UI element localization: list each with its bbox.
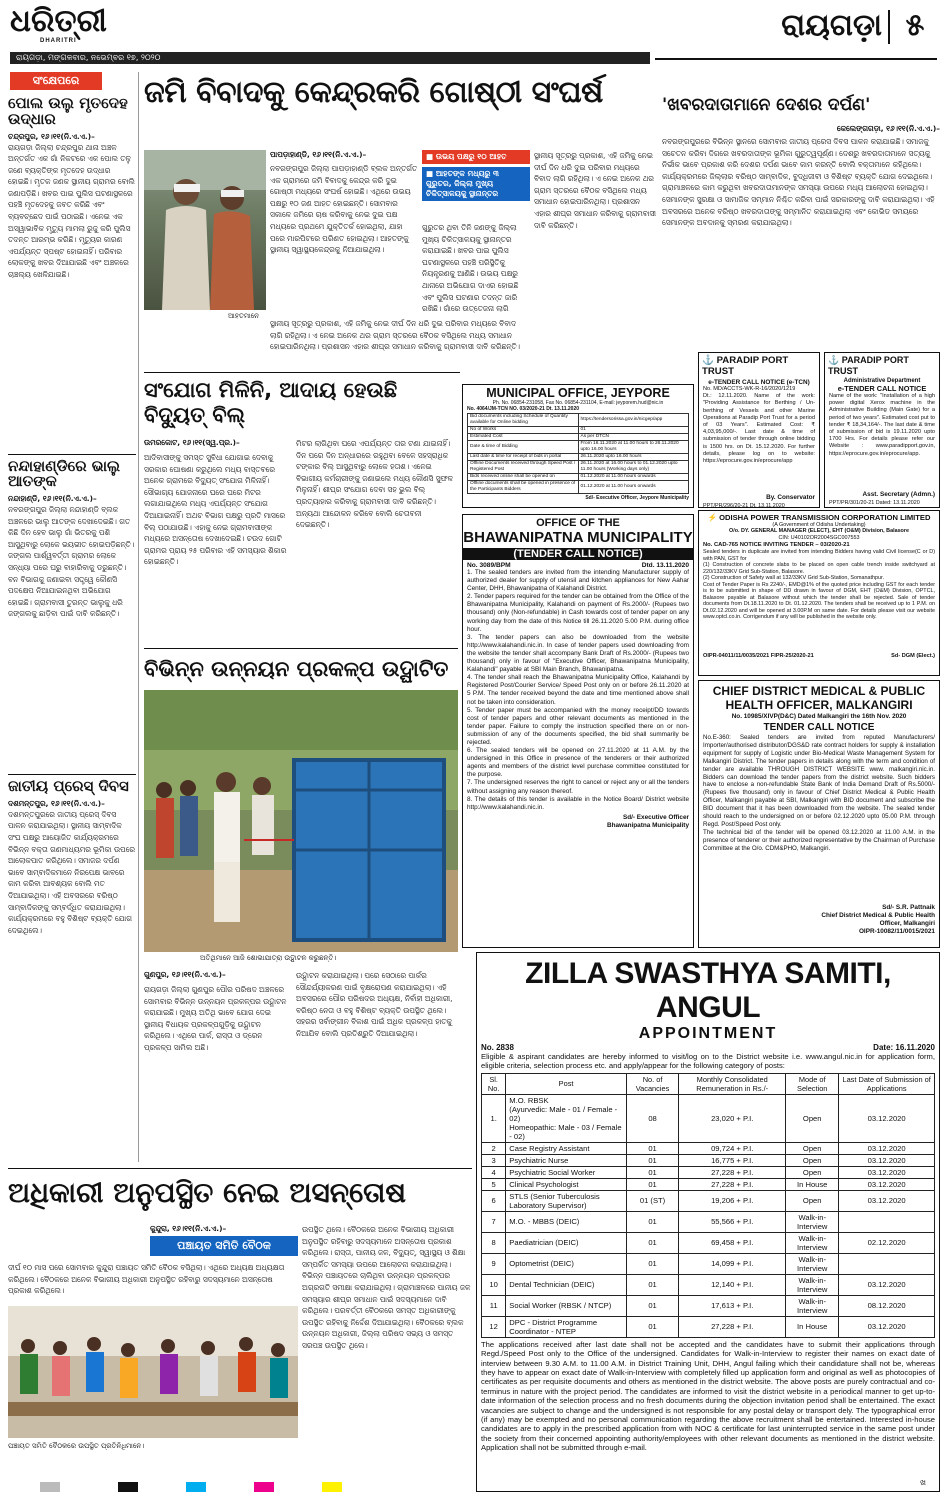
projects-headline: ବିଭିନ୍ନ ଉନ୍ନୟନ ପ୍ରକଳ୍ପ ଉଦ୍ଘାଟିତ	[144, 657, 449, 681]
section-rule	[8, 1168, 472, 1169]
table-cell: M.O. RBSK (Ayurvedic: Male - 01 / Female - 02) Homeopathic: Male - 03 / Female - 02)	[506, 1094, 627, 1142]
table-row	[468, 481, 689, 494]
table-header: No. of Vacancies	[626, 1073, 678, 1094]
meeting-body-1: ଦୀର୍ଘ ୧୦ ମାସ ପରେ ସୋମବାର କୁନ୍ଦୁରା ପଞ୍ଚାୟତ ସମିତି ବୈଠକ ବସିଥିଲା। ଏଥିରେ ଅଧ୍ୟକ୍ଷ ଅଧ୍ୟକ୍ଷତା କରିଥିଲେ। ବୈଠକରେ ଅନେକ ବିଭାଗୀୟ ଅଧିକାରୀ ଅନୁପସ୍ଥିତ ରହିବାରୁ ସଦସ୍ୟମାନେ ଅସନ୍ତୋଷ ପ୍ରକାଶ କରିଥିଲେ।	[8, 1263, 285, 1296]
list-item: 1. The sealed tenders are invited from the intending Manufacturer supply of authorized dealer for supply of utensil and kitchen appliances for New Aahar Center, DHH, Bhawanipatna of Kalahandi District.	[467, 569, 689, 593]
brief-3-body: ଦଶମନ୍ତପୁରରେ ଜାତୀୟ ପ୍ରେସ୍ ଦିବସ ପାଳନ କରାଯାଇଥିଲା। ସ୍ଥାନୀୟ ସାମ୍ବାଦିକ ସଂଘ ପକ୍ଷରୁ ଆୟୋଜିତ କାର୍ଯ୍ୟକ୍ରମରେ ବିଭିନ୍ନ ବକ୍ତା ଗଣମାଧ୍ୟମର ଭୂମିକା ଉପରେ ଆଲୋକପାତ କରିଥିଲେ। ସମାଜର ଦର୍ପଣ ଭାବେ ସାମ୍ବାଦିକମାନେ ନିରପେକ୍ଷ ଭାବରେ କାମ କରିବା ଆବଶ୍ୟକ ବୋଲି ମତ ଦିଆଯାଇଥିଲା। ଏହି ଅବସରରେ ବରିଷ୍ଠ ସାମ୍ବାଦିକଙ୍କୁ ସମ୍ବର୍ଦ୍ଧିତ କରାଯାଇଥିଲା। କାର୍ଯ୍ୟକ୍ରମରେ ବହୁ ବିଶିଷ୍ଟ ବ୍ୟକ୍ତି ଯୋଗ ଦେଇଥିଲେ।	[8, 809, 136, 935]
dateline-bar	[10, 52, 650, 64]
table-row	[482, 1295, 935, 1316]
masthead-bottom-rule	[655, 58, 937, 60]
logo-text: ଧରିତ୍ରୀ	[10, 3, 107, 39]
power-body-2: ମିଟର ଲାଗିଥିବା ଘରେ ଏପର୍ଯ୍ୟନ୍ତ ତାର ଟଣା ଯାଇନାହିଁ। ଦିନ ପରେ ଦିନ ଅନ୍ଧାରରେ ରହୁଥିବା ବେଳେ ସହସ୍ରାଧିକ ଟଙ୍କାର ବିଲ୍ ଆସୁଥିବାରୁ ଲୋକେ ହତାଶ। ଏନେଇ ବିଭାଗୀୟ କର୍ମଚାରୀଙ୍କୁ ଜଣାଇଲେ ମଧ୍ୟ କୌଣସି ସୁଫଳ ମିଳୁନାହିଁ। ଶୀଘ୍ର ସଂଯୋଗ ଦେବା ସହ ଭୁଲ ବିଲ୍ ପ୍ରତ୍ୟାହାର କରିବାକୁ ଗ୍ରାମବାସୀ ଦାବି କରିଛନ୍ତି। ଅନ୍ୟଥା ଆନ୍ଦୋଳନ କରିବେ ବୋଲି ଚେତାବନୀ ଦେଇଛନ୍ତି।	[296, 439, 453, 530]
ad-malkangiri-title-1: CHIEF DISTRICT MEDICAL & PUBLIC	[712, 684, 926, 698]
ad-bhawani-points	[463, 569, 693, 812]
table-cell: Walk-in-Interview	[786, 1274, 839, 1295]
registration-marks	[0, 1468, 945, 1498]
ad-malkangiri-foot: OIPR-10082/11/0015/2021	[858, 928, 935, 935]
table-cell: 01 (ST)	[626, 1190, 678, 1211]
ad-optcl-sub-1: (A Government of Odisha Undertaking)	[772, 522, 866, 528]
table-cell: 9	[482, 1253, 506, 1274]
ad-zilla-swasthya-samiti-angul	[476, 952, 940, 1492]
brief-2-headline: ନନ୍ଦାହାଣ୍ଡିରେ ଭାଲୁ ଆତଙ୍କ	[8, 456, 121, 491]
table-cell: 12	[482, 1316, 506, 1337]
table-cell: 7	[482, 1211, 506, 1232]
section-rule	[144, 648, 458, 649]
ad-malkangiri-title-2: HEALTH OFFICER, MALKANGIRI	[725, 698, 913, 712]
brief-divider	[8, 454, 136, 455]
lead-body-3: ସ୍ଥାନୀୟ ସୂତ୍ରରୁ ପ୍ରକାଶ, ଏହି ଜମିକୁ ନେଇ ଦୀର୍ଘ ଦିନ ଧରି ଦୁଇ ପରିବାର ମଧ୍ୟରେ ବିବାଦ ଲାଗି ରହିଥିଲା। ଏ ନେଇ ଅନେକ ଥର ଗ୍ରାମ ସ୍ତରରେ ବୈଠକ ବସିଥିଲେ ମଧ୍ୟ ସମାଧାନ ହୋଇପାରିନଥିଲା। ପ୍ରଶାସନ ଏହାର ଶୀଘ୍ର ସମାଧାନ କରିବାକୁ ଗ୍ରାମବାସୀ ଦାବି କରିଛନ୍ତି।	[534, 151, 656, 230]
table-row	[482, 1154, 935, 1166]
table-row	[468, 461, 689, 474]
ad-paradip-1-title	[699, 353, 819, 379]
ad-angul-title: ZILLA SWASTHYA SAMITI, ANGUL	[525, 957, 891, 1024]
list-item: 3. The tender papers can also be downloaded from the website http://www.kalahandi.nic.in. In case of tender papers used downloading from the website the tender shall accompany Bank Draft of Rs.2000/- (Rupees two thousand) only in favour of "Executive Officer, Bhawanipatna Municipality, Kalahandi" payable at SBI Main Branch, Bhawanipatna.	[467, 633, 689, 674]
table-row	[468, 454, 689, 461]
table-cell: 01	[626, 1274, 678, 1295]
ad-malkangiri-cdmo	[698, 680, 940, 948]
table-row	[482, 1094, 935, 1142]
table-cell: 01	[626, 1142, 678, 1154]
table-cell: 26.11.2020 at 16.00 hours to 01.12.2020 upto 11.00 hours (Working days only)	[578, 461, 689, 474]
table-cell: Open	[786, 1166, 839, 1178]
table-row	[482, 1211, 935, 1232]
lead-photo	[144, 150, 266, 310]
table-row	[482, 1142, 935, 1154]
masthead	[0, 0, 945, 68]
ad-jeypore-table	[467, 413, 689, 494]
table-cell: Optometrist (DEIC)	[506, 1253, 627, 1274]
ad-paradip-1-foot: PPT/PR/296/20-21 Dt. 13.11.2020	[703, 503, 785, 508]
ad-angul-subtitle: APPOINTMENT	[638, 1025, 778, 1042]
color-swatch-cyan	[186, 1482, 206, 1492]
table-cell: 17,613 + P.I.	[679, 1295, 786, 1316]
ad-angul-table	[481, 1073, 935, 1338]
ad-angul-table-wrap	[477, 1071, 939, 1340]
table-row	[468, 414, 689, 427]
table-cell: 4	[482, 1166, 506, 1178]
table-cell: 6	[482, 1190, 506, 1211]
lead-photo-caption: ଆହତମାନେ	[228, 312, 260, 320]
ad-bhawani-title-2: BHAWANIPATNA MUNICIPALITY	[463, 529, 693, 546]
ad-optcl-title	[699, 511, 939, 522]
table-cell: Social Worker (RBSK / NTCP)	[506, 1295, 627, 1316]
table-cell: 69,458 + P.I.	[679, 1232, 786, 1253]
logo	[10, 4, 120, 50]
table-cell: 01	[626, 1166, 678, 1178]
table-cell: 55,566 + P.I.	[679, 1211, 786, 1232]
brief-1-dateline: ଚନ୍ଦ୍ରପୁର, ୧୬।୧୧(ନି.ଏ.ଏ.)–	[8, 131, 95, 141]
table-cell: 27,228 + P.I.	[679, 1178, 786, 1190]
ad-bhawani-banner: (TENDER CALL NOTICE)	[463, 548, 693, 560]
table-cell: 19,206 + P.I.	[679, 1190, 786, 1211]
table-row	[482, 1166, 935, 1178]
table-cell: 03.12.2020	[839, 1142, 935, 1154]
table-cell: 03.12.2020	[839, 1316, 935, 1337]
table-cell: 03.12.2020	[839, 1178, 935, 1190]
ad-paradip-1-sign: By. Conservator	[766, 494, 815, 501]
color-swatch-black	[118, 1482, 138, 1492]
kicker-1	[422, 150, 530, 164]
ad-optcl-footer	[699, 653, 939, 659]
lead-dateline: ପାପଡ଼ାହାଣ୍ଡି, ୧୬।୧୧(ନି.ଏ.ଏ.)–	[270, 150, 367, 159]
table-cell: Open	[786, 1142, 839, 1154]
table-cell: 09,724 + P.I.	[679, 1142, 786, 1154]
color-swatch-yellow	[322, 1482, 342, 1492]
ad-jeypore-sub: Ph. No. 06854-231058, Fax No. 06854-231104, E-mail: jeyporem.hud@nic.in	[492, 400, 664, 406]
brief-tag	[10, 72, 102, 90]
table-row	[482, 1253, 935, 1274]
table-cell: Bid documents including Schedule of Quantity available for Online bidding	[468, 414, 579, 427]
table-cell: No of Works	[468, 427, 579, 434]
kicker-1-text: ଉଭୟ ପକ୍ଷରୁ ୧୦ ଆହତ	[435, 152, 507, 161]
table-cell: 03.12.2020	[839, 1166, 935, 1178]
edition-name: ରାୟଗଡ଼ା	[781, 8, 882, 43]
ad-malkangiri-body: No.E-360: Sealed tenders are invited from reputed Manufacturers/ Importer/authorised distributor/DGS&D rate contract holders for supply & installation equipment for supply of Logistic under Bio-Medical Waste Management System for Malkangiri District. The tender papers in details along with the term and condition of tender are available THROUGH DISTRICT WEBSITE www. malkangiri.nic.in. Bidders can download the tender papers from the district website. Such bidders have to enclose a non-refundable State Bank of India Demand Draft of Rs.5000/- (Rupees five thousand) only in favour of Chief District Medical & Public Health Officer, Malkangiri payable at SBI, Malkangiri with BID document and subscribe the BID document that it has been downloaded from the website. The sealed tender should reach to the undersigned on or before 02.12.2020 upto 05.00 P.M. through Regd. Post/Speed Post only. The technical bid of the tender will be opened 03.12.2020 at 11.00 A.M. in the presence of tenderer or their authorized representative by the Chairman of Purchase Committee at the O/o. CDM&PHO, Malkangiri.	[703, 734, 935, 852]
table-cell: 10	[482, 1274, 506, 1295]
power-dateline: ଉମରକୋଟ, ୧୬।୧୧(ସ୍ୱ.ପ୍ର.)–	[144, 438, 240, 447]
table-cell: 01	[626, 1295, 678, 1316]
table-cell: In House	[786, 1178, 839, 1190]
ad-paradip-port-1	[698, 352, 820, 508]
kicker-2	[422, 167, 530, 201]
meeting-dateline: କୁନ୍ଦୁରା, ୧୬।୧୧(ନି.ଏ.ଏ.)–	[150, 1224, 227, 1233]
ad-optcl-sign: Sd- DGM (Elect.)	[891, 653, 935, 660]
table-cell: 27,228 + P.I.	[679, 1166, 786, 1178]
anchor-icon: ⚓	[828, 355, 840, 365]
brief-3-dateline: ଦଶମନ୍ତପୁର, ୧୬।୧୧(ନି.ଏ.ଏ.)–	[8, 798, 105, 808]
table-row	[468, 434, 689, 441]
table-row	[468, 427, 689, 434]
table-cell: 01	[626, 1253, 678, 1274]
power-headline: ସଂଯୋଗ ମିଳିନି, ଆଦାୟ ହେଉଛି ବିଦ୍ୟୁତ୍ ବିଲ୍	[144, 378, 398, 427]
table-cell: Offline documents shall be opened in presence of the Participants Bidders	[468, 481, 579, 494]
table-cell: Case Registry Assistant	[506, 1142, 627, 1154]
table-cell: 1.	[482, 1094, 506, 1142]
ad-jeypore-ref: No. 4064/JM-TCN NO. 03/2020-21 Dt. 13.11.2020	[467, 406, 580, 412]
table-cell: 01	[626, 1232, 678, 1253]
projects-dateline: ଗୁଣପୁର, ୧୬।୧୧(ନି.ଏ.ଏ.)–	[144, 970, 226, 979]
injured-people-image	[144, 150, 266, 310]
ad-optcl-body: Sealed tenders in duplicate are invited from intending Bidders having valid Civil license(C or D) with PAN, GST for (1) Construction of concrete slabs to be placed on open cable trench inside switchyard at 220/132/33KV Grid Sub-Station, Balasore. (2) Construction of Safety wall at 132/33KV Grid Sub-Station, Somanathpur. Cost of Tender Paper is Rs 2240/-, EMD@1% of the quoted price including GST for each tender is to be submitted in shape of DD drawn in favour of DGM, EHT (O&M) Division, OPTCL, Balasore payable at Balasore without which the tender shall be rejected. Sale of tender documents from Dt.18.11.2020 to Dt. 01.12.2020. The tenders shall be received up to 1 P.M. on Dt.02.12.2020 and will be opened at 3.00P.M on same date. For details please visit our website www.optcl.co.in. Corrigendum if any will be published in the website only.	[703, 549, 935, 621]
lead-body-1: ନବରଙ୍ଗପୁର ଜିଲ୍ଲା ପାପଡ଼ାହାଣ୍ଡି ବ୍ଲକ ଅନ୍ତର୍ଗତ ଏକ ଗ୍ରାମରେ ଜମି ବିବାଦକୁ କେନ୍ଦ୍ର କରି ଦୁଇ ଗୋଷ୍ଠୀ ମଧ୍ୟରେ ସଂଘର୍ଷ ହୋଇଛି। ଏଥିରେ ଉଭୟ ପକ୍ଷରୁ ୧୦ ଜଣ ଆହତ ହୋଇଛନ୍ତି। ସୋମବାର ସକାଳେ ଜମିରେ ଚାଷ କରିବାକୁ ନେଇ ଦୁଇ ପକ୍ଷ ମଧ୍ୟରେ ପ୍ରଥମେ ଯୁକ୍ତିତର୍କ ହୋଇଥିଲା, ଯାହା ପରେ ମାରପିଟରେ ପରିଣତ ହୋଇଥିଲା। ଆହତଙ୍କୁ ସ୍ଥାନୀୟ ସ୍ୱାସ୍ଥ୍ୟକେନ୍ଦ୍ରକୁ ନିଆଯାଇଥିଲା।	[270, 164, 418, 255]
ad-paradip-2-foot: PPT/PR/301/20-21 Dated: 13.11.2020	[829, 500, 920, 506]
ad-paradip-2-title-text: PARADIP PORT TRUST	[828, 355, 909, 376]
table-cell: 01	[626, 1178, 678, 1190]
table-cell: Walk-in-Interview	[786, 1232, 839, 1253]
ad-bhawani-ref-date: Dtd. 13.11.2020	[641, 562, 689, 569]
table-cell: 2	[482, 1142, 506, 1154]
brief-3-headline: ଜାତୀୟ ପ୍ରେସ୍ ଦିବସ	[8, 777, 129, 795]
table-row	[482, 1232, 935, 1253]
table-cell: STLS (Senior Tuberculosis Laboratory Supervisor)	[506, 1190, 627, 1211]
ad-optcl-foot: OIPR-04011/11/0035/2021 FIPR-25/2020-21	[703, 653, 814, 660]
lead-body-continued: ସ୍ଥାନୀୟ ସୂତ୍ରରୁ ପ୍ରକାଶ, ଏହି ଜମିକୁ ନେଇ ଦୀର୍ଘ ଦିନ ଧରି ଦୁଇ ପରିବାର ମଧ୍ୟରେ ବିବାଦ ଲାଗି ରହିଥିଲା। ଏ ନେଇ ଅନେକ ଥର ଗ୍ରାମ ସ୍ତରରେ ବୈଠକ ବସିଥିଲେ ମଧ୍ୟ ସମାଧାନ ହୋଇପାରିନଥିଲା। ପ୍ରଶାସନ ଏହାର ଶୀଘ୍ର ସମାଧାନ କରିବାକୁ ଗ୍ରାମବାସୀ ଦାବି କରିଛନ୍ତି।	[270, 319, 520, 352]
projects-photo	[144, 690, 458, 952]
ad-bhawanipatna-municipality	[462, 514, 694, 948]
ad-optcl-sub-2: O/o. DY. GENERAL MANAGER (ELECT), EHT (O&M) Division, Balasore	[729, 528, 909, 535]
ad-jeypore-sign: Sd/- Executive Officer, Jeypore Municipality	[585, 495, 689, 501]
ad-optcl-cin: CIN: U40102OR2004SGC007553	[778, 534, 860, 541]
table-cell: 08	[626, 1094, 678, 1142]
table-cell: 3	[482, 1154, 506, 1166]
table-header: Last Date of Submission of Applications	[839, 1073, 935, 1094]
masthead-divider	[888, 10, 890, 44]
table-cell: Dental Technician (DEIC)	[506, 1274, 627, 1295]
brief-2-body: ନବରଙ୍ଗପୁର ଜିଲ୍ଲା ନନ୍ଦାହାଣ୍ଡି ବ୍ଲକ ଅଞ୍ଚଳରେ ଭାଲୁ ଆତଙ୍କ ଦେଖାଦେଇଛି। ଗତ କିଛି ଦିନ ହେବ ଭାଲୁ ଗାଁ ଭିତରକୁ ପଶି ଆସୁଥିବାରୁ ଲୋକେ ଭୟଭୀତ ହୋଇପଡ଼ିଛନ୍ତି। ଜଙ୍ଗଲ ପାର୍ଶ୍ୱବର୍ତ୍ତୀ ଗ୍ରାମର ଲୋକେ ସନ୍ଧ୍ୟା ପରେ ଘରୁ ବାହାରିବାକୁ ଡରୁଛନ୍ତି। ବନ ବିଭାଗକୁ ଜଣାଇବା ସତ୍ତ୍ୱେ କୌଣସି ପଦକ୍ଷେପ ନିଆଯାଇନଥିବା ଅଭିଯୋଗ ହୋଇଛି। ଗ୍ରାମବାସୀ ତୁରନ୍ତ ଭାଲୁକୁ ଧରି ଜଙ୍ଗଲକୁ ଛାଡ଼ିବା ପାଇଁ ଦାବି କରିଛନ୍ତି।	[8, 505, 135, 619]
power-body-1: ଆଦିବାସୀଙ୍କୁ ସମସ୍ତ ସୁବିଧା ଯୋଗାଇ ଦେବାକୁ ସରକାର ଘୋଷଣା କରୁଥିଲେ ମଧ୍ୟ ବାସ୍ତବରେ ଅନେକ ଗ୍ରାମରେ ବିଦ୍ୟୁତ୍ ସଂଯୋଗ ମିଳିନାହିଁ। ସୌଭାଗ୍ୟ ଯୋଜନାରେ ଘରେ ଘରେ ମିଟର ଲଗାଯାଇଥିଲେ ମଧ୍ୟ ଏପର୍ଯ୍ୟନ୍ତ ସଂଯୋଗ ଦିଆଯାଇନାହିଁ। ଅଥଚ ବିଭାଗ ପକ୍ଷରୁ ପ୍ରତି ମାସରେ ବିଲ୍ ପଠାଯାଉଛି। ଏହାକୁ ନେଇ ଗ୍ରାମବାସୀଙ୍କ ମଧ୍ୟରେ ଅସନ୍ତୋଷ ଦେଖାଦେଇଛି। ଚଉଦ ଗୋଟି ଗ୍ରାମର ପ୍ରାୟ ୨୫ ପରିବାର ଏହି ସମସ୍ୟାର ଶିକାର ହୋଇଛନ୍ତି।	[144, 453, 287, 567]
table-cell: Clinical Psychologist	[506, 1178, 627, 1190]
brief-tag-label: ସଂକ୍ଷେପରେ	[32, 74, 80, 87]
table-header: Post	[506, 1073, 627, 1094]
table-cell: 5	[482, 1178, 506, 1190]
table-cell: Open	[786, 1154, 839, 1166]
section-rule	[144, 372, 460, 373]
projects-body-1: ରାୟଗଡ଼ା ଜିଲ୍ଲା ଗୁଣପୁର ପୌର ପରିଷଦ ଅଞ୍ଚଳରେ ସୋମବାର ବିଭିନ୍ନ ଉନ୍ନୟନ ପ୍ରକଳ୍ପର ଉଦ୍ଘାଟନ କରାଯାଇଛି। ମୁଖ୍ୟ ଅତିଥି ଭାବେ ଯୋଗ ଦେଇ ସ୍ଥାନୀୟ ବିଧାୟକ ପ୍ରକଳ୍ପଗୁଡ଼ିକୁ ଉଦ୍ଘାଟନ କରିଥିଲେ। ଏଥିରେ ପାର୍କ, ରାସ୍ତା ଓ ଡ୍ରେନ ପ୍ରକଳ୍ପ ସାମିଲ ଅଛି।	[144, 985, 287, 1052]
column-rule	[138, 72, 139, 1162]
bullet-icon: ■	[426, 152, 436, 161]
table-cell: Open	[786, 1190, 839, 1211]
table-header: Mode of Selection	[786, 1073, 839, 1094]
meeting-image	[8, 1306, 298, 1438]
press-headline: 'ଖବରଦାତାମାନେ ଦେଶର ଦର୍ପଣ'	[662, 95, 871, 115]
bullet-icon: ■	[426, 169, 436, 178]
list-item: 7. The undersigned reserves the right to cancel or reject any or all the tenders without assigning any reason thereof.	[467, 779, 689, 795]
table-header: Sl. No.	[482, 1073, 506, 1094]
inauguration-image	[144, 690, 458, 952]
table-cell: 8	[482, 1232, 506, 1253]
press-dateline: କେଲେଙ୍ଗଗଡ଼ା, ୧୬।୧୧(ନି.ଏ.ଏ.)–	[836, 124, 940, 133]
table-cell: 01	[626, 1154, 678, 1166]
table-cell: Paediatrician (DEIC)	[506, 1232, 627, 1253]
left-column	[8, 96, 136, 1166]
table-cell: 14,099 + P.I.	[679, 1253, 786, 1274]
brief-1-headline: ପୋଲ ଉଲୁ ମୃତଦେହ ଉଦ୍ଧାର	[8, 94, 128, 128]
ad-bhawani-sign-2: Bhawanipatna Municipality	[606, 821, 689, 829]
meeting-photo	[8, 1306, 298, 1438]
ad-malkangiri-ref: No. 10985/XIVP(D&C) Dated Malkangiri the 16th Nov. 2020	[731, 713, 907, 720]
table-row	[482, 1178, 935, 1190]
table-cell: Psychiatric Nurse	[506, 1154, 627, 1166]
optcl-logo-icon: ⚡	[707, 513, 717, 522]
table-cell: 11	[482, 1295, 506, 1316]
table-cell: 03.12.2020	[839, 1274, 935, 1295]
projects-photo-caption: ଅତିଥିମାନେ ଆଜି ଶୋଭାଯାତ୍ରା ଉଦ୍ଘାଟନ କରୁଛନ୍ତି।	[200, 954, 337, 962]
table-cell: 16,775 + P.I.	[679, 1154, 786, 1166]
ad-paradip-1-body: No. MD/ACCTS-WK-R-16/2020/1219 Dt.: 12.11.2020. Name of the work: "Providing Assistance for Berthing / Un-berthing of Vessels and other Marine Operations at Paradip Port Trust for a period of 03 Years". Estimated Cost: ₹ 4,03,95,000/-. Last date & time of submission of tender through online bidding is 1500 hrs. on Dt. 15.12.2020. For further details, please log on to website: https://eprocure.gov.in/eprocure/app	[703, 386, 815, 465]
table-cell: 01	[578, 427, 689, 434]
color-swatch-magenta	[254, 1482, 274, 1492]
ad-paradip-2-sign: Asst. Secretary (Admn.)	[862, 491, 935, 498]
meeting-photo-caption: ପଞ୍ଚାୟତ ସମିତି ବୈଠକରେ ଉପସ୍ଥିତ ପ୍ରତିନିଧିମାନେ।	[8, 1442, 145, 1450]
table-cell: 03.12.2020	[839, 1094, 935, 1142]
ad-paradip-2-title	[825, 353, 939, 378]
brief-1-body: ରାୟଗଡ଼ା ଜିଲ୍ଲା ଚନ୍ଦ୍ରପୁର ଥାନା ଅଞ୍ଚଳ ଅନ୍ତର୍ଗତ ଏକ ଗାଁ ନିକଟରେ ଏକ ପୋଲ ତଳୁ ଜଣେ ବ୍ୟକ୍ତିଙ୍କ ମୃତଦେହ ଉଦ୍ଧାର ହୋଇଛି। ମୃତକ ଜଣକ ସ୍ଥାନୀୟ ଗ୍ରାମର ବୋଲି ଜଣାପଡ଼ିଛି। ଖବର ପାଇ ପୁଲିସ ଘଟଣାସ୍ଥଳରେ ପହଞ୍ଚି ମୃତଦେହକୁ ଜବତ କରିଛି ଏବଂ ବ୍ୟବଚ୍ଛେଦ ପାଇଁ ପଠାଇଛି। ଏନେଇ ଏକ ଅସ୍ୱାଭାବିକ ମୃତ୍ୟୁ ମାମଲା ରୁଜୁ କରି ପୁଲିସ ତଦନ୍ତ ଆରମ୍ଭ କରିଛି। ମୃତ୍ୟୁର କାରଣ ଏପର୍ଯ୍ୟନ୍ତ ସ୍ପଷ୍ଟ ହୋଇନାହିଁ। ପରିବାର ଲୋକଙ୍କୁ ଖବର ଦିଆଯାଇଛି ଏବଂ ଅଞ୍ଚଳରେ ଚାଞ୍ଚଲ୍ୟ ଖେଳିଯାଇଛି।	[8, 142, 135, 280]
ad-optcl-notice: No. CAD-765 NOTICE INVITING TENDER – 03/2020-21	[703, 542, 850, 549]
table-cell: https://tendersorissa.gov.in/nicgep/app	[578, 414, 689, 427]
table-cell: DPC - District Programme Coordinator - NTEP	[506, 1316, 627, 1337]
ad-angul-no: No. 2838	[481, 1043, 514, 1052]
ad-angul-ref	[477, 1043, 939, 1052]
ad-bhawani-ref-no: No. 3089/BPM	[467, 562, 511, 569]
ad-angul-notes: The applications received after last date shall not be accepted and the candidates have to submit their applications through Regd./Speed Post only to the Office of the undersigned. Candidates for Walk-in-Interview to register their names on exact date of interview between 9.30 A.M. to 11.00 A.M. in District Training Unit, DHH, Angul failing which their candidature shall not be, whereas they have to appear on exact date of Walk-in-Interview with completely filled up application form and original as well as photocopies of certificates as per requisite documents and others as mentioned in the district website. The above posts are purely contractual and co-terminus in nature with the project period. The candidates are informed to visit the district website in a periodical manner to get up-to-date information of the selection process and no fresh documents during the objection invitation period shall be entertained. The exact vacancies are subject to change and the undersigned is not responsible for any postal delay or transport dely. The typographical error (if any) may be exempted and no personal communication regarding the above recruitment shall be entertained. Interested in-house candidates are to apply in the prescribed application from with NOC & certificate for last uninterrupted service in the same post under the society from their concerned appointing authority/employees with other relevant documents as mentioned in the district website. Application shall not be submitted through e-mail.	[481, 1339, 935, 1453]
press-body: ନବରଙ୍ଗପୁରରେ ବିଭିନ୍ନ ସ୍ଥାନରେ ସୋମବାର ଜାତୀୟ ପ୍ରେସ ଦିବସ ପାଳନ କରାଯାଇଛି। ସମାଜକୁ ସଚେତନ କରିବା ଦିଗରେ ଖବରଦାତାଙ୍କ ଭୂମିକା ଗୁରୁତ୍ୱପୂର୍ଣ୍ଣ। ଦେଶରୁ ଖବରଦାତାମାନେ ସତ୍ୟକୁ ନିର୍ଭୀକ ଭାବେ ପ୍ରକାଶ କରି ଦେଶର ଦର୍ପଣ ଭାବେ କାମ କରନ୍ତି ବୋଲି ବକ୍ତାମାନେ କହିଥିଲେ। କାର୍ଯ୍ୟକ୍ରମରେ ଜିଲ୍ଲାର ବରିଷ୍ଠ ସାମ୍ବାଦିକ, ବୁଦ୍ଧିଜୀବୀ ଓ ବିଶିଷ୍ଟ ବ୍ୟକ୍ତି ଯୋଗ ଦେଇଥିଲେ। ଗ୍ରାମାଞ୍ଚଳରେ କାମ କରୁଥିବା ଖବରଦାତାମାନଙ୍କ ସମସ୍ୟା ଉପରେ ମଧ୍ୟ ଆଲୋଚନା ହୋଇଥିଲା। ସେମାନଙ୍କ ସୁରକ୍ଷା ଓ ସାମାଜିକ ସମ୍ମାନ ନିଶ୍ଚିତ କରିବା ପାଇଁ ସରକାରଙ୍କୁ ଦାବି କରାଯାଇଥିଲା। ଏହି ଅବସରରେ ଅନେକ ବରିଷ୍ଠ ଖବରଦାତାଙ୍କୁ ସମ୍ମାନିତ କରାଯାଇଥିଲା ଏବଂ କୋଭିଡ ସମୟରେ ସେମାନଙ୍କ ଅବଦାନକୁ ସ୍ମରଣ କରାଯାଇଥିଲା।	[662, 137, 935, 228]
ad-angul-intro: Eligible & aspirant candidates are hereby informed to visit/log on to the District website i.e. www.angul.nic.in for application form, eligible criteria, selection process etc. and apply/appear for the following category of posts:	[481, 1052, 935, 1071]
ad-bhawani-sign-1: Sd/- Executive Officer	[622, 813, 689, 821]
table-cell: In House	[786, 1316, 839, 1337]
footer-mark: ଖ	[920, 1478, 926, 1487]
table-row	[482, 1190, 935, 1211]
dateline: ରାୟଗଡ଼ା, ମଙ୍ଗଳବାର, ନଭେମ୍ବର ୧୭, ୨୦୨୦	[16, 53, 161, 62]
meeting-body-2: ଉପସ୍ଥିତ ଥିଲେ। ବୈଠକରେ ଅନେକ ବିଭାଗୀୟ ଅଧିକାରୀ ଅନୁପସ୍ଥିତ ରହିବାରୁ ସଦସ୍ୟମାନେ ଅସନ୍ତୋଷ ପ୍ରକାଶ କରିଥିଲେ। ରାସ୍ତା, ପାନୀୟ ଜଳ, ବିଦ୍ୟୁତ୍, ସ୍ୱାସ୍ଥ୍ୟ ଓ ଶିକ୍ଷା ସମ୍ପର୍କିତ ସମସ୍ୟା ଉପରେ ଆଲୋଚନା କରାଯାଇଥିଲା। ବିଭିନ୍ନ ପଞ୍ଚାୟତରେ ଚାଲିଥିବା ଉନ୍ନୟନ ପ୍ରକଳ୍ପର ଅଗ୍ରଗତି ସମୀକ୍ଷା କରାଯାଇଥିଲା। ଗ୍ରାମାଞ୍ଚଳରେ ପାନୀୟ ଜଳ ସମସ୍ୟାର ଶୀଘ୍ର ସମାଧାନ ପାଇଁ ସଦସ୍ୟମାନେ ଦାବି କରିଥିଲେ। ପରବର୍ତ୍ତୀ ବୈଠକରେ ସମସ୍ତ ଅଧିକାରୀଙ୍କୁ ଉପସ୍ଥିତ ରହିବାକୁ ନିର୍ଦ୍ଦେଶ ଦିଆଯାଇଥିଲା। ବୈଠକରେ ବ୍ଲକ ଉନ୍ନୟନ ଅଧିକାରୀ, ଜିଲ୍ଲା ପରିଷଦ ସଭ୍ୟ ଓ ସମସ୍ତ ସରପଞ୍ଚ ଉପସ୍ଥିତ ଥିଲେ।	[302, 1225, 471, 1350]
list-item: 6. The sealed tenders will be opened on 27.11.2020 at 11 A.M. by the undersigned in this Office in presence of the tenderers or their authorized agents and members of the district level purchase committee constituted for the purpose.	[467, 747, 689, 779]
ad-bhawani-ref	[463, 562, 693, 569]
list-item: 4. The tender shall reach the Bhawanipatna Municipality Office, Kalahandi by Registered Post/Courier Service/ Speed Post only on or before 26.11.2020 at 5 P.M. The tender received beyond the date and time mentioned above shall not be taken into consideration.	[467, 674, 689, 706]
table-row	[482, 1316, 935, 1337]
table-cell: From 16.11.2020 at 11.00 hours to 26.11.2020 upto 16.00 hours	[578, 441, 689, 454]
list-item: 2. Tender papers required for the tender can be obtained from the Office of the Bhawanipatna Municipality, Kalahandi on payment of Rs.2000/- (Rupees two thousand) only (Non-refundable) in Cash towards cost of tender paper on any working day from the date of this Notice till 26.11.2020 5.00 P.M. during office hour.	[467, 593, 689, 633]
color-swatch-grey	[40, 1482, 60, 1492]
table-cell: Date & time of Bidding	[468, 441, 579, 454]
table-cell	[839, 1253, 935, 1274]
list-item: 8. The details of this tender is available in the Notice Board/ District website http://www.kalahandi.nic.in.	[467, 795, 689, 811]
table-cell: 01.12.2020 at 11.00 hours onwards	[578, 474, 689, 481]
ad-malkangiri-sign-1: Sd/- S.R. Pattnaik	[882, 904, 935, 911]
table-cell: Bids received online shall be opened on	[468, 474, 579, 481]
table-cell: Walk-in-Interview	[786, 1295, 839, 1316]
ad-paradip-port-2	[824, 352, 940, 508]
logo-sub: DHARITRI	[40, 38, 77, 44]
meeting-tag-text: ପଞ୍ଚାୟତ ସମିତି ବୈଠକ	[177, 1239, 271, 1252]
meeting-tag	[150, 1236, 298, 1256]
ad-angul-date: Date: 16.11.2020	[873, 1043, 935, 1052]
table-cell: Psychiatric Social Worker	[506, 1166, 627, 1178]
table-cell: 03.12.2020	[839, 1154, 935, 1166]
brief-divider	[8, 774, 136, 775]
brief-2-dateline: ନନ୍ଦାହାଣ୍ଡି, ୧୬।୧୧(ନି.ଏ.ଏ.)–	[8, 494, 97, 503]
ad-optcl	[698, 510, 940, 676]
lead-headline: ଜମି ବିବାଦକୁ କେନ୍ଦ୍ରକରି ଗୋଷ୍ଠୀ ସଂଘର୍ଷ	[144, 75, 603, 110]
ad-paradip-1-heading: e-TENDER CALL NOTICE (e-TCN)	[708, 379, 810, 386]
table-cell: Last date & time for receipt of bids in portal	[468, 454, 579, 461]
ad-malkangiri-sign-2: Chief District Medical & Public Health	[821, 912, 935, 919]
table-cell: Walk-in-Interview	[786, 1253, 839, 1274]
ad-bhawani-title-1: OFFICE OF THE	[536, 517, 620, 529]
lead-body-2: ଗୁରୁତର ଥିବା ତିନି ଜଣଙ୍କୁ ଜିଲ୍ଲା ମୁଖ୍ୟ ଚିକିତ୍ସାଳୟକୁ ସ୍ଥାନାନ୍ତର କରାଯାଇଛି। ଖବର ପାଇ ପୁଲିସ ଘଟଣାସ୍ଥଳରେ ପହଞ୍ଚି ପରିସ୍ଥିତିକୁ ନିୟନ୍ତ୍ରଣକୁ ଆଣିଛି। ଉଭୟ ପକ୍ଷରୁ ଥାନାରେ ଅଭିଯୋଗ ଦାଏର ହୋଇଛି ଏବଂ ପୁଲିସ ଘଟଣାର ତଦନ୍ତ ଜାରି ରଖିଛି। ଗାଁରେ ଉତ୍ତେଜନା ଲାଗି	[422, 223, 519, 314]
table-row	[482, 1274, 935, 1295]
table-cell: 12,140 + P.I.	[679, 1274, 786, 1295]
table-cell: 01	[626, 1316, 678, 1337]
ad-paradip-2-body: Name of the work: "Installation of a high power digital Xerox machine in the Administrative Building (Main Gate) for a period of two years". Estimated cost put to tender ₹ 18,34,164/-. The last date & time of submission of bid is 19.11.2020 upto 1700 Hrs. For details please refer our Website : www.paradipport.gov.in, https://eprocure.gov.in/eprocure/app.	[829, 393, 935, 457]
table-cell: 27,228 + P.I.	[679, 1316, 786, 1337]
meeting-headline: ଅଧିକାରୀ ଅନୁପସ୍ଥିତ ନେଇ ଅସନ୍ତୋଷ	[8, 1176, 407, 1209]
ad-jeypore-municipality	[462, 384, 694, 508]
page-number: ୫	[905, 8, 925, 43]
list-item: 5. Tender paper must be accompanied with the money receipt/DD towards cost of tender papers and other relevant documents as mentioned in the tender paper. Failure to comply the instruction specified there on or non-submission of any of the documents specified, the bid shall summarily be rejected.	[467, 706, 689, 746]
ad-paradip-1-title-text: PARADIP PORT TRUST	[702, 355, 789, 377]
table-cell: 23,020 + P.I.	[679, 1094, 786, 1142]
ad-malkangiri-sign-3: Officer, Malkangiri	[879, 920, 935, 927]
table-cell: 08.12.2020	[839, 1295, 935, 1316]
ad-paradip-2-sub: Administrative Department	[843, 378, 921, 384]
table-header: Monthly Consolidated Remuneration in Rs./-	[679, 1073, 786, 1094]
ad-optcl-title-text: ODISHA POWER TRANSMISSION CORPORATION LIMITED	[719, 513, 931, 522]
table-cell: As per DTCN	[578, 434, 689, 441]
lead-kicker-box	[422, 150, 530, 216]
table-row	[468, 441, 689, 454]
table-cell: 26.11.2020 upto 16.00 hours	[578, 454, 689, 461]
ad-malkangiri-heading: TENDER CALL NOTICE	[763, 722, 875, 733]
table-cell: 02.12.2020	[839, 1232, 935, 1253]
table-cell: 01.12.2020 at 11.00 hours onwards	[578, 481, 689, 494]
anchor-icon: ⚓	[702, 355, 714, 366]
ad-jeypore-title: MUNICIPAL OFFICE, JEYPORE	[486, 386, 670, 400]
table-row	[468, 474, 689, 481]
table-cell: Estimated Cost	[468, 434, 579, 441]
table-cell: Offline Documents received through Speed Post / Registered Post	[468, 461, 579, 474]
table-cell: 03.12.2020	[839, 1190, 935, 1211]
projects-body-2: ଉଦ୍ଘାଟନ କରାଯାଇଥିଲା। ପରେ ସେଠାରେ ପାର୍କର ସୌନ୍ଦର୍ଯ୍ୟୀକରଣ ପାଇଁ ବୃକ୍ଷରୋପଣ କରାଯାଇଥିଲା। ଏହି ଅବସରରେ ପୌର ପରିଷଦର ଅଧ୍ୟକ୍ଷ, ନିର୍ବାହୀ ଅଧିକାରୀ, ବରିଷ୍ଠ ନେତା ଓ ବହୁ ବିଶିଷ୍ଟ ବ୍ୟକ୍ତି ଉପସ୍ଥିତ ଥିଲେ। ସହରର ସର୍ବାଙ୍ଗୀନ ବିକାଶ ପାଇଁ ଅଧିକ ପ୍ରକଳ୍ପ ହାତକୁ ନିଆଯିବ ବୋଲି ପ୍ରତିଶ୍ରୁତି ଦିଆଯାଇଥିଲା।	[296, 971, 453, 1038]
table-cell: Open	[786, 1094, 839, 1142]
table-cell: Walk-in-Interview	[786, 1211, 839, 1232]
table-cell	[839, 1211, 935, 1232]
kicker-2-text: ଆହତଙ୍କ ମଧ୍ୟରୁ ୩ ଗୁରୁତର, ଜିଲ୍ଲା ମୁଖ୍ୟ ଚିକିତ୍ସାଳୟକୁ ସ୍ଥାନାନ୍ତର	[426, 169, 500, 198]
table-cell: M.O. - MBBS (DEIC)	[506, 1211, 627, 1232]
ad-paradip-2-heading: e-TENDER CALL NOTICE	[837, 384, 927, 393]
table-cell: 01	[626, 1211, 678, 1232]
